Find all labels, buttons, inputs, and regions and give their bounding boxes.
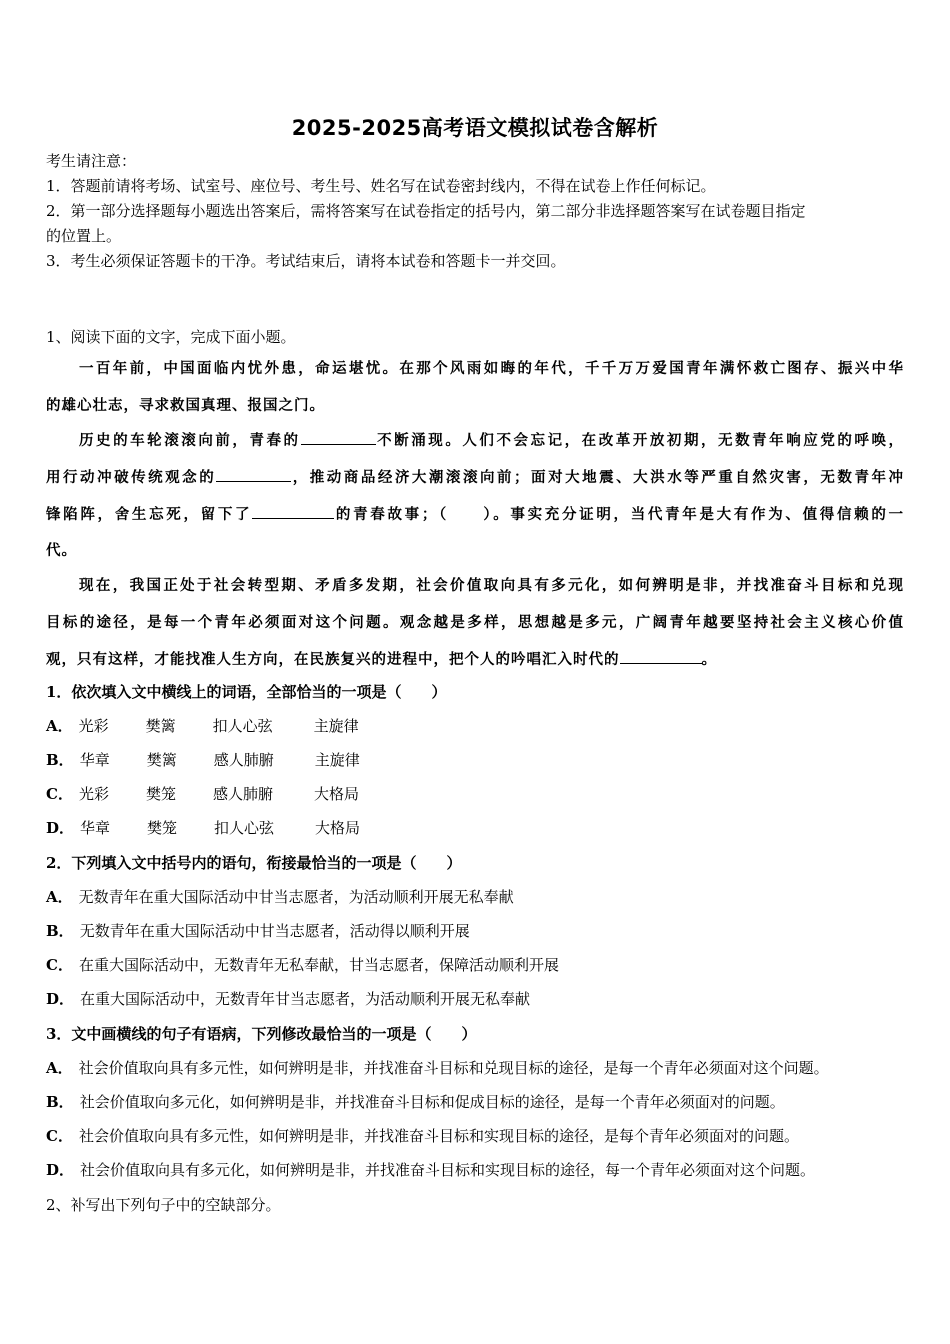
fill-blank (301, 428, 376, 445)
section-heading: 1、阅读下面的文字，完成下面小题。 (46, 328, 296, 346)
page-title: 2025-2025高考语文模拟试卷含解析 (291, 116, 659, 140)
passage-line: 一百年前，中国面临内忧外患，命运堪忧。在那个风雨如晦的年代，千千万万爱国青年满怀救亡图存、振兴中华 (79, 360, 904, 377)
option-row: A． 光彩 樊篱 扣人心弦 主旋律 (46, 717, 359, 735)
option-row: B． 无数青年在重大国际活动中甘当志愿者，活动得以顺利开展 (46, 922, 470, 940)
passage-line: 目标的途径，是每一个青年必须面对这个问题。观念越是多样，思想越是多元，广阔青年越要坚持社会主义核心价值 (46, 614, 904, 631)
option-row: D． 社会价值取向具有多元化，如何辨明是非，并找准奋斗目标和实现目标的途径，每一个青年必须面对这个问题。 (46, 1161, 816, 1179)
fill-blank (620, 647, 702, 664)
fill-blank (216, 465, 291, 482)
notice-item: 2．第一部分选择题每小题选出答案后，需将答案写在试卷指定的括号内，第二部分非选择题答案写在试卷题目指定 (46, 202, 806, 220)
option-row: D． 在重大国际活动中，无数青年甘当志愿者，为活动顺利开展无私奉献 (46, 990, 531, 1008)
notice-heading: 考生请注意： (46, 152, 137, 170)
question-stem: 1．依次填入文中横线上的词语，全部恰当的一项是（ ） (46, 683, 447, 701)
passage-line: 用行动冲破传统观念的 ，推动商品经济大潮滚滚向前；面对大地震、大洪水等严重自然灾害，无数青年冲 (46, 459, 904, 496)
option-row: C． 社会价值取向具有多元性，如何辨明是非，并找准奋斗目标和实现目标的途径，是每个青年必须面对的问题。 (46, 1127, 799, 1145)
passage-line: 的雄心壮志，寻求救国真理、报国之门。 (46, 397, 325, 414)
passage-line: 锋陷阵，舍生忘死，留下了 的青春故事；（ ）。事实充分证明，当代青年是大有作为、值得信赖的一 (46, 496, 904, 533)
notice-item: 3．考生必须保证答题卡的干净。考试结束后，请将本试卷和答题卡一并交回。 (46, 252, 566, 270)
option-row: C． 光彩 樊笼 感人肺腑 大格局 (46, 785, 359, 803)
option-row: B． 社会价值取向多元化，如何辨明是非，并找准奋斗目标和促成目标的途径，是每一个青年必须面对的问题。 (46, 1093, 785, 1111)
question-stem: 3．文中画横线的句子有语病，下列修改最恰当的一项是（ ） (46, 1025, 477, 1043)
section-heading: 2、补写出下列句子中的空缺部分。 (46, 1196, 281, 1214)
passage-line: 历史的车轮滚滚向前，青春的 不断涌现。人们不会忘记，在改革开放初期，无数青年响应党的呼唤， (46, 422, 904, 459)
option-row: A． 无数青年在重大国际活动中甘当志愿者，为活动顺利开展无私奉献 (46, 888, 514, 906)
passage-line: 代。 (46, 542, 77, 559)
fill-blank (252, 502, 334, 519)
notice-item: 的位置上。 (46, 227, 122, 245)
option-row: A． 社会价值取向具有多元性，如何辨明是非，并找准奋斗目标和兑现目标的途径，是每一个青年必须面对这个问题。 (46, 1059, 829, 1077)
option-row: C． 在重大国际活动中，无数青年无私奉献，甘当志愿者，保障活动顺利开展 (46, 956, 559, 974)
passage-line: 现在，我国正处于社会转型期、矛盾多发期，社会价值取向具有多元化，如何辨明是非，并找准奋斗目标和兑现 (79, 577, 904, 594)
option-row: B． 华章 樊篱 感人肺腑 主旋律 (46, 751, 360, 769)
passage-line: 观，只有这样，才能找准人生方向，在民族复兴的进程中，把个人的吟唱汇入时代的 。 (46, 641, 904, 678)
question-stem: 2．下列填入文中括号内的语句，衔接最恰当的一项是（ ） (46, 854, 462, 872)
notice-item: 1．答题前请将考场、试室号、座位号、考生号、姓名写在试卷密封线内，不得在试卷上作任何标记。 (46, 177, 716, 195)
option-row: D． 华章 樊笼 扣人心弦 大格局 (46, 819, 361, 837)
